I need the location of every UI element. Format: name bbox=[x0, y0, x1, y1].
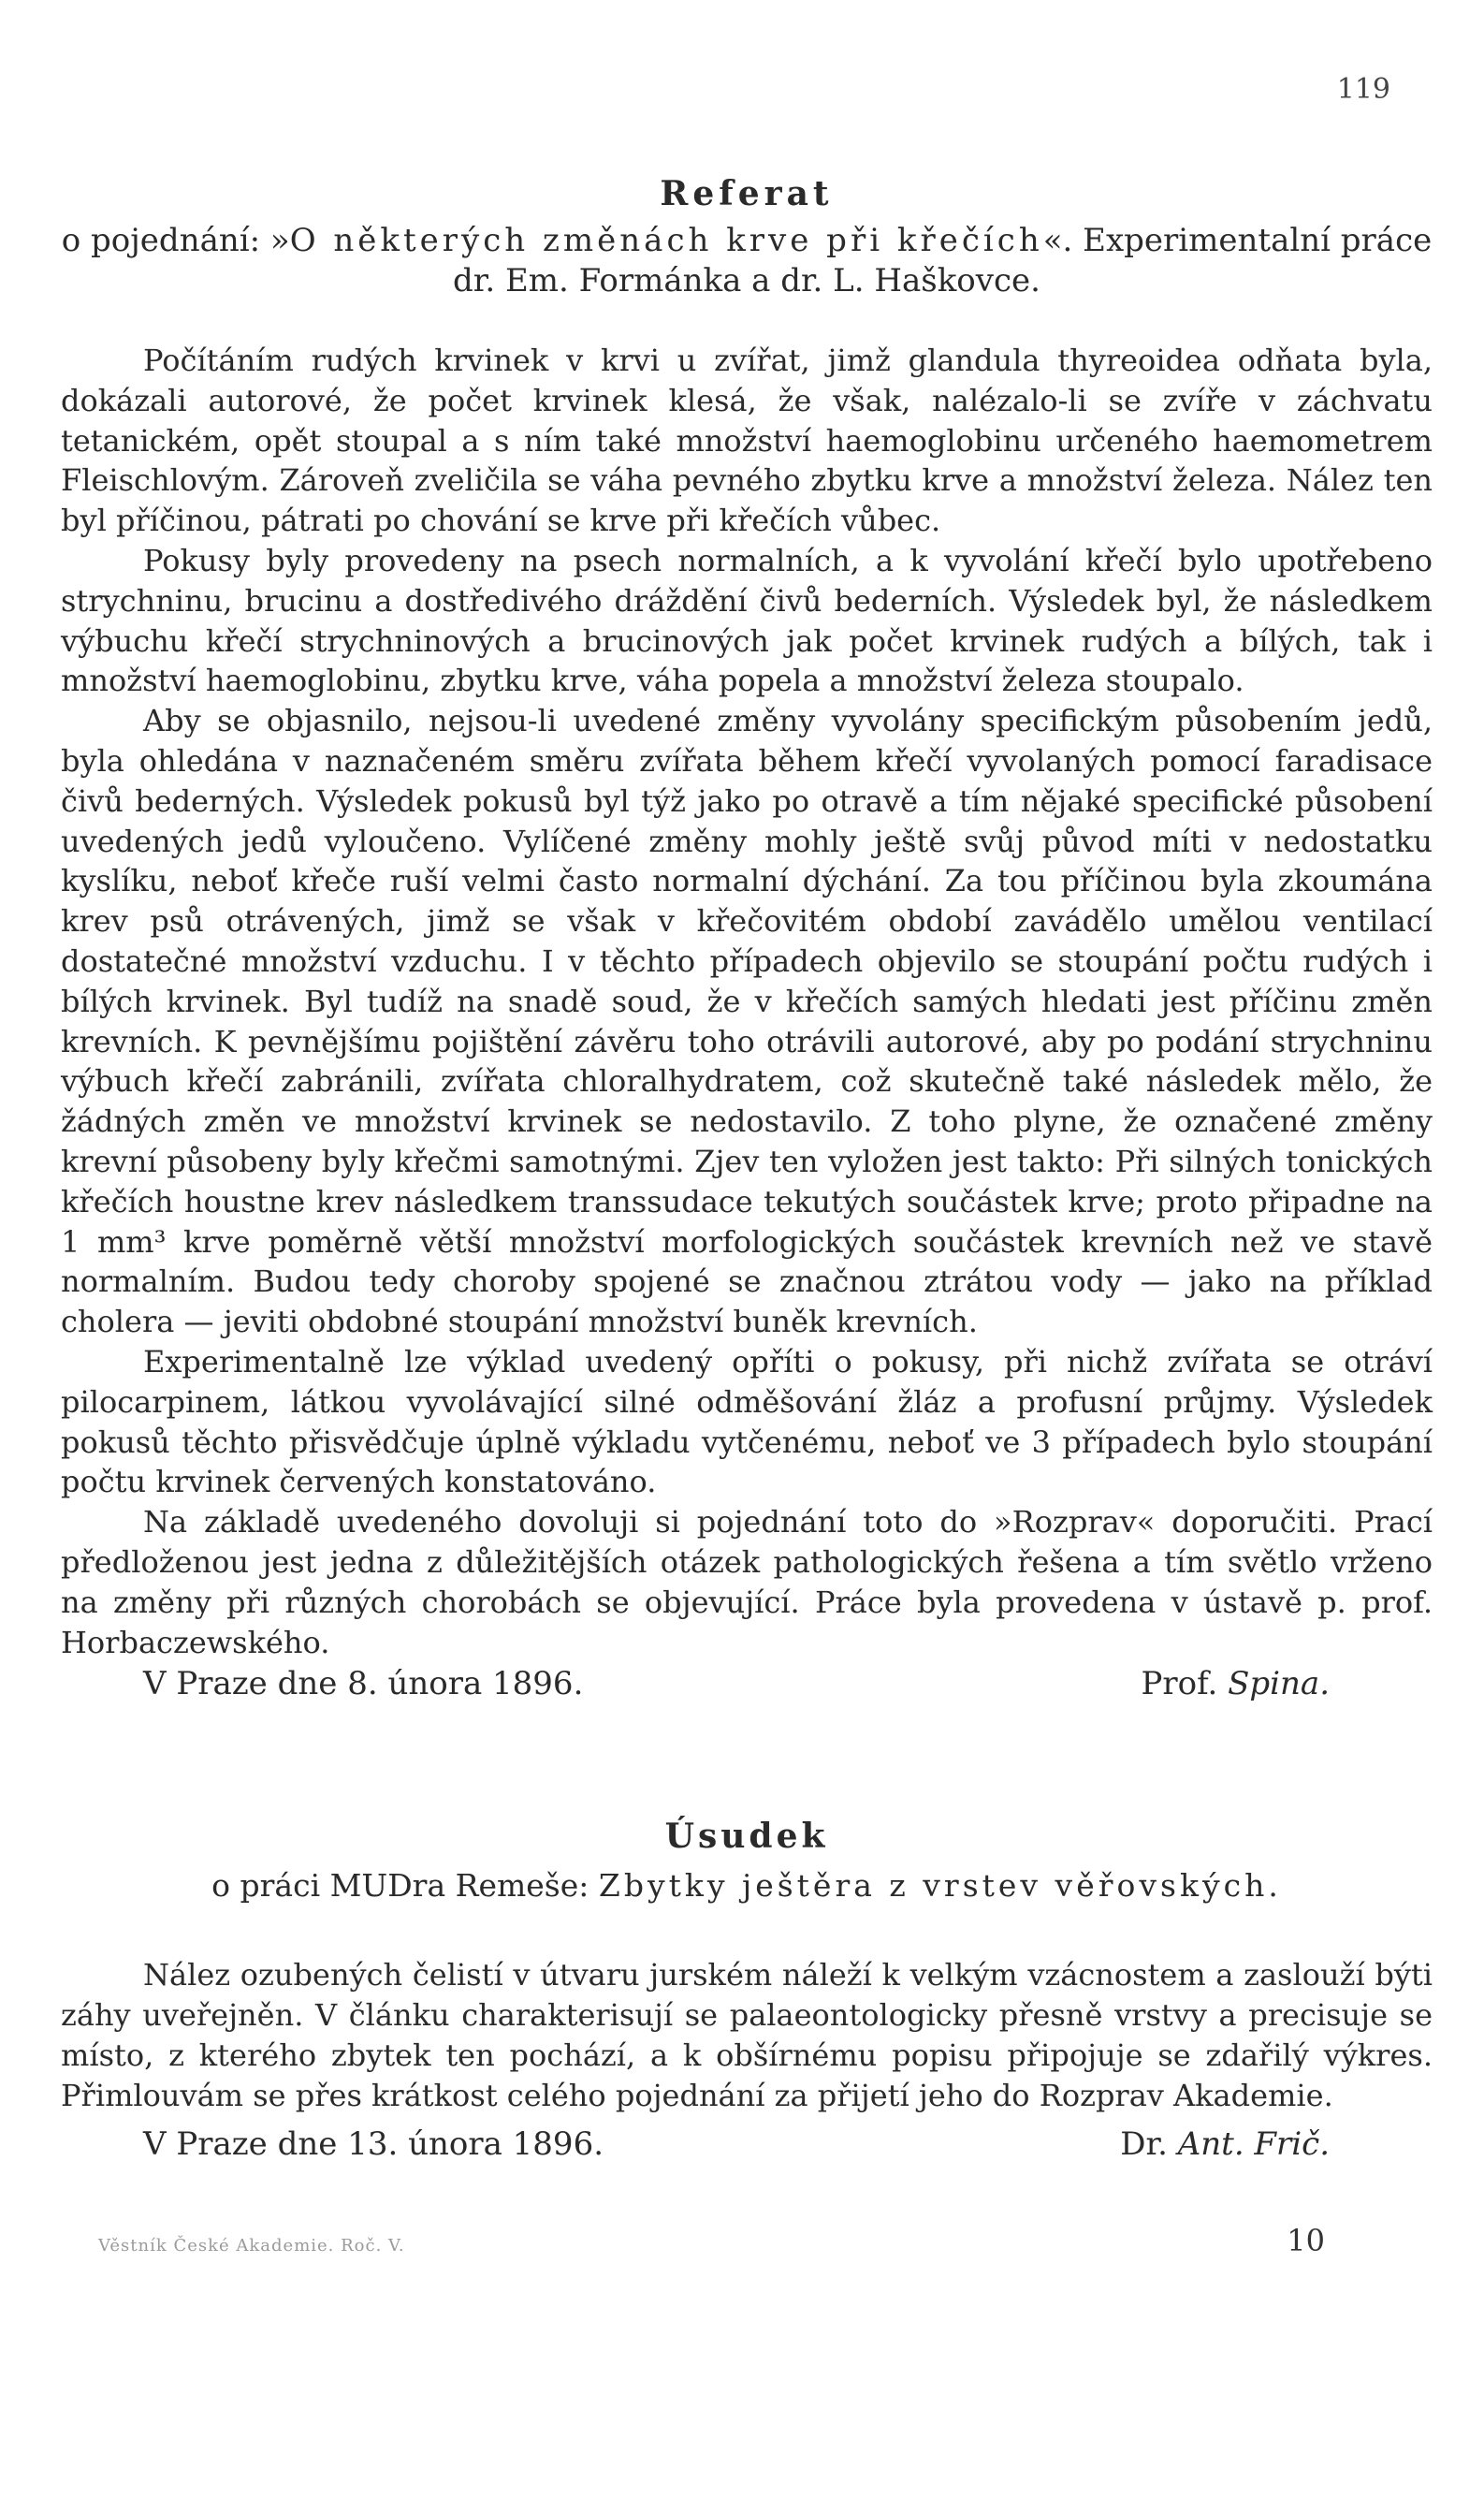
referat-signature-line bbox=[61, 1664, 1433, 1704]
referat-paragraph: Aby se objasnilo, nejsou-li uvedené změny vyvolány specifickým působením jedů, byla ohledána v naznačeném směru zvířata během křečí vyvolaných pomocí faradisace čivů bederných. Výsledek pokusů byl týž jako po otravě a tím nějaké specifické působení uvedených jedů vyloučeno. Vylíčené změny mohly ještě svůj původ míti v nedostatku kyslíku, neboť křeče ruší velmi často normalní dýchání. Za tou příčinou byla zkoumána krev psů otrávených, jimž se však v křečovitém období zavádělo umělou ventilací dostatečné množství vzduchu. I v těchto případech objevilo se stoupání počtu rudých i bílých krvinek. Byl tudíž na snadě soud, že v křečích samých hledati jest příčinu změn krevních. K pevnějšímu pojištění závěru toho otrávili autorové, aby po podání strychninu výbuch křečí zabránili, zvířata chloralhydratem, což skutečně také následek mělo, že žádných změn ve množství krvinek se nedostavilo. Z toho plyne, že označené změny krevní působeny byly křečmi samotnými. Zjev ten vyložen jest takto: Při silných tonických křečích houstne krev následkem transsudace tekutých součástek krve; proto připadne na 1 mm³ krve poměrně větší množství morfologických součástek krevních než ve stavě normalním. Budou tedy choroby spojené se značnou ztrátou vody — jako na příklad cholera — jeviti obdobné stoupání množství buněk krevních. bbox=[61, 703, 1433, 1340]
page-number: 119 bbox=[1336, 73, 1390, 106]
usudek-signature-name: Ant. Frič. bbox=[1177, 2125, 1330, 2164]
usudek-signature bbox=[1120, 2125, 1330, 2165]
usudek-title: Úsudek bbox=[664, 1817, 829, 1857]
referat-section bbox=[61, 0, 1433, 1704]
referat-signature bbox=[1142, 1664, 1331, 1704]
referat-subtitle-prefix: o pojednání: » bbox=[61, 222, 290, 259]
referat-place-date: V Praze dne 8. února 1896. bbox=[143, 1665, 584, 1703]
usudek-subtitle-prefix: o práci MUDra Remeše: bbox=[211, 1867, 599, 1905]
usudek-paragraph: Nález ozubených čelistí v útvaru jurském náleží k velkým vzácnostem a zaslouží býti záhy uveřejněn. V článku charakterisují se palaeontologicky přesně vrstvy a precisuje se místo, z kterého zbytek ten pochází, a k obšírnému popisu připojuje se zdařilý výkres. Přimlouvám se přes krátkost celého pojednání za přijetí jeho do Rozprav Akademie. bbox=[61, 1957, 1433, 2113]
referat-subtitle-topic: O některých změnách krve při křečích bbox=[289, 222, 1043, 259]
referat-signature-name: Spina. bbox=[1228, 1665, 1330, 1703]
referat-paragraph: Experimentalně lze výklad uvedený opříti o pokusy, při nichž zvířata se otráví pilocarpinem, látkou vyvolávající silné odměšování žláz a profusní průjmy. Výsledek pokusů těchto přisvědčuje úplně výkladu vytčenému, neboť ve 3 případech bylo stoupání počtu krvinek červených konstatováno. bbox=[61, 1343, 1433, 1500]
usudek-signature-title: Dr. bbox=[1120, 2125, 1178, 2164]
footer-sheet-number: 10 bbox=[1287, 2223, 1325, 2258]
referat-paragraph: Pokusy byly provedeny na psech normalních, a k vyvolání křečí bylo upotřebeno strychninu, brucinu a dostředivého dráždění čivů bederních. Výsledek byl, že následkem výbuchu křečí strychninových a brucinových jak počet krvinek rudých a bílých, tak i množství haemoglobinu, zbytku krve, váha popela a množství železa stoupalo. bbox=[61, 542, 1433, 699]
referat-signature-title: Prof. bbox=[1141, 1665, 1229, 1703]
usudek-signature-line bbox=[61, 2125, 1433, 2165]
referat-title: Referat bbox=[660, 174, 834, 213]
referat-subtitle-suffix: «. Experimentalní práce dr. Em. Formánka a dr. L. Haškovce. bbox=[453, 222, 1433, 299]
page-footer bbox=[98, 2223, 1325, 2258]
usudek-subtitle bbox=[61, 1865, 1433, 1906]
usudek-subtitle-topic: Zbytky ještěra z vrstev věřovských. bbox=[598, 1867, 1282, 1905]
referat-subtitle bbox=[61, 221, 1433, 301]
referat-paragraph: Na základě uvedeného dovoluji si pojednání toto do »Rozprav« doporučiti. Prací předloženou jest jedna z důležitějších otázek pathologických řešena a tím světlo vrženo na změny při různých chorobách se objevující. Práce byla provedena v ústavě p. prof. Horbaczewského. bbox=[61, 1504, 1433, 1660]
usudek-section bbox=[61, 1817, 1433, 2165]
footer-journal: Věstník České Akademie. Roč. V. bbox=[98, 2236, 405, 2256]
usudek-place-date: V Praze dne 13. února 1896. bbox=[143, 2125, 604, 2164]
referat-paragraph: Počítáním rudých krvinek v krvi u zvířat, jimž glandula thyreoidea odňata byla, dokázali autorové, že počet krvinek klesá, že však, nalézalo-li se zvíře v záchvatu tetanickém, opět stoupal a s ním také množství haemoglobinu určeného haemometrem Fleischlovým. Zároveň zveličila se váha pevného zbytku krve a množství železa. Nález ten byl příčinou, pátrati po chování se krve při křečích vůbec. bbox=[61, 343, 1433, 539]
